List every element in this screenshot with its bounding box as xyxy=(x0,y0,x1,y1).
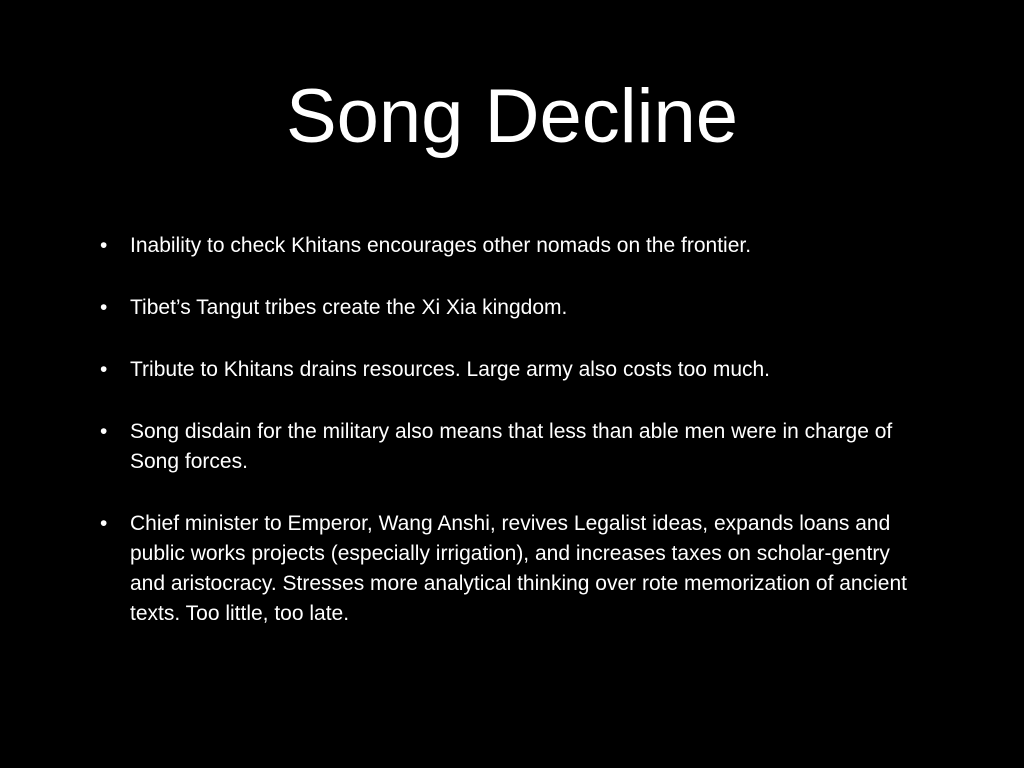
bullet-text: Chief minister to Emperor, Wang Anshi, revives Legalist ideas, expands loans and public works projects (especially irrigation), and increases taxes on scholar-gentry and aristocracy. Stresses more analytical thinking over rote memorization of ancient texts. Too little, too late. xyxy=(130,512,907,625)
bullet-item xyxy=(96,355,916,385)
bullet-text: Tribute to Khitans drains resources. Large army also costs too much. xyxy=(130,358,771,381)
slide-title: Song Decline xyxy=(285,74,739,159)
bullet-item xyxy=(96,231,916,261)
bullet-dot: • xyxy=(100,358,108,381)
bullet-item xyxy=(96,417,916,477)
bullet-dot: • xyxy=(100,420,108,443)
bullet-list xyxy=(96,231,916,661)
bullet-dot: • xyxy=(100,296,108,319)
bullet-text: Inability to check Khitans encourages other nomads on the frontier. xyxy=(130,234,752,257)
bullet-dot: • xyxy=(100,512,108,535)
bullet-text: Tibet’s Tangut tribes create the Xi Xia kingdom. xyxy=(130,296,568,319)
bullet-item xyxy=(96,293,916,323)
bullet-item xyxy=(96,509,916,629)
bullet-dot: • xyxy=(100,234,108,257)
bullet-text: Song disdain for the military also means that less than able men were in charge of Song forces. xyxy=(130,420,893,473)
